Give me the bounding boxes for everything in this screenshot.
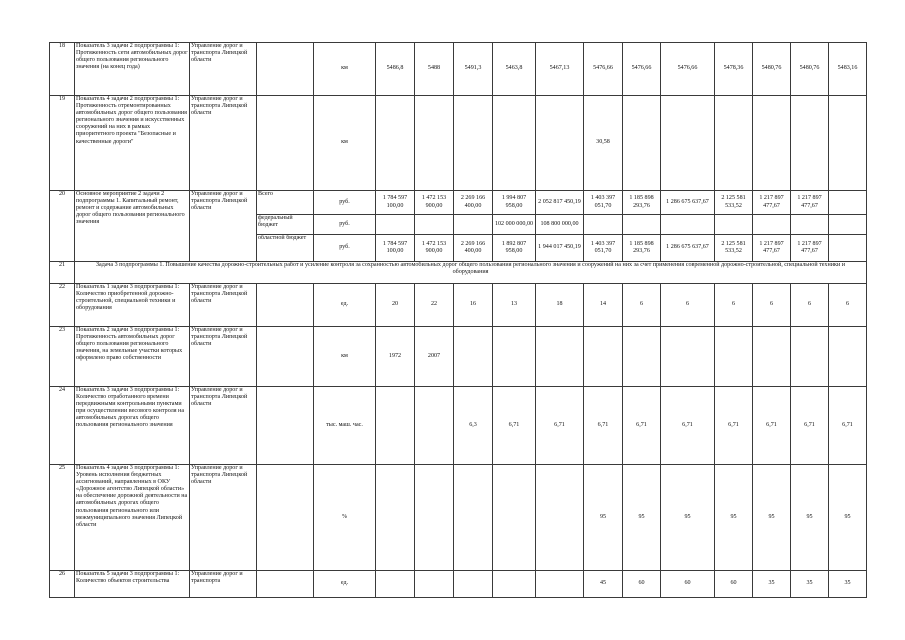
value-cell [791,215,829,235]
value-cell: 5480,76 [753,43,791,96]
executor-cell: Управление дорог и транспорта [190,571,257,598]
value-cell [454,571,493,598]
value-cell: 95 [661,465,715,571]
value-cell [791,327,829,387]
empty-cell [257,571,314,598]
value-cell: 2007 [415,327,454,387]
value-cell: 108 800 000,00 [536,215,584,235]
value-cell: 5486,8 [376,43,415,96]
table-body [50,43,867,598]
value-cell [829,327,867,387]
value-cell [715,96,753,191]
value-cell: 102 000 000,00 [493,215,536,235]
value-cell: 6 [829,284,867,327]
value-cell [791,96,829,191]
value-cell: 95 [623,465,661,571]
executor-cell: Управление дорог и транспорта Липецкой области [190,327,257,387]
value-cell: 20 [376,284,415,327]
value-cell: 6,3 [454,387,493,465]
value-cell: 6,71 [536,387,584,465]
value-cell: 1972 [376,327,415,387]
value-cell: 95 [791,465,829,571]
value-cell: 14 [584,284,623,327]
budget-source-cell: областной бюджет [257,235,314,262]
empty-cell [257,387,314,465]
value-cell [376,215,415,235]
value-cell: 6,71 [493,387,536,465]
table-row [50,284,867,327]
value-cell: 1 286 675 637,67 [661,191,715,215]
unit-cell: ед. [314,284,376,327]
value-cell [493,571,536,598]
value-cell: 5463,8 [493,43,536,96]
value-cell: 95 [715,465,753,571]
value-cell [493,96,536,191]
value-cell: 16 [454,284,493,327]
value-cell: 6 [623,284,661,327]
table-row [50,387,867,465]
value-cell [376,387,415,465]
table-row [50,43,867,96]
value-cell: 13 [493,284,536,327]
value-cell: 2 125 581 533,52 [715,191,753,215]
unit-cell: км [314,96,376,191]
indicator-name-cell: Показатель 3 задачи 3 подпрограммы 1: Количество отработанного времени передвижными контрольными пунктами при осуществлении весового контроля на автомобильных дорогах общего пользования регионального значения [75,387,190,465]
value-cell: 5467,13 [536,43,584,96]
unit-cell: тыс. маш. час. [314,387,376,465]
task-title-cell: Задача 3 подпрограммы 1. Повышение качества дорожно-строительных работ и усиление контроля за сохранностью автомобильных дорог общего пользования регионального значения и сооружений на них за счет применения современной дорожно-строительной, специальной техники и оборудования [75,262,867,284]
value-cell [661,96,715,191]
table-row [50,191,867,215]
value-cell: 95 [584,465,623,571]
value-cell: 5491,3 [454,43,493,96]
value-cell [415,387,454,465]
value-cell: 5478,36 [715,43,753,96]
value-cell [715,215,753,235]
value-cell [415,571,454,598]
value-cell [493,465,536,571]
value-cell: 60 [715,571,753,598]
unit-cell: км [314,327,376,387]
unit-cell: км [314,43,376,96]
indicator-name-cell: Показатель 2 задачи 3 подпрограммы 1: Протяженность автомобильных дорог общего пользования регионального значения, на земельные участки которых оформлено право собственности [75,327,190,387]
value-cell [584,327,623,387]
indicator-name-cell: Основное мероприятие 2 задачи 2 подпрограммы 1. Капитальный ремонт, ремонт и содержание автомобильных дорог общего пользования регионального значения [75,191,190,262]
value-cell [829,235,867,262]
row-number-cell: 23 [50,327,75,387]
value-cell: 1 286 675 637,67 [661,235,715,262]
value-cell: 2 269 166 400,00 [454,235,493,262]
value-cell [753,215,791,235]
row-number-cell: 19 [50,96,75,191]
value-cell: 1 217 897 477,67 [753,235,791,262]
value-cell: 35 [753,571,791,598]
value-cell: 60 [661,571,715,598]
value-cell [623,96,661,191]
budget-source-cell: Всего [257,191,314,215]
executor-cell: Управление дорог и транспорта Липецкой области [190,387,257,465]
value-cell [454,215,493,235]
value-cell [454,327,493,387]
value-cell: 6,71 [661,387,715,465]
table-row [50,327,867,387]
unit-cell: руб. [314,191,376,215]
value-cell [536,571,584,598]
value-cell [623,215,661,235]
value-cell: 5488 [415,43,454,96]
value-cell [829,215,867,235]
row-number-cell: 20 [50,191,75,262]
unit-cell: % [314,465,376,571]
value-cell: 2 269 166 400,00 [454,191,493,215]
empty-cell [257,43,314,96]
value-cell [376,96,415,191]
value-cell: 6,71 [753,387,791,465]
empty-cell [257,465,314,571]
value-cell: 95 [753,465,791,571]
unit-cell: ед. [314,571,376,598]
empty-cell [257,96,314,191]
value-cell: 6,71 [623,387,661,465]
row-number-cell: 24 [50,387,75,465]
value-cell: 6 [715,284,753,327]
indicator-name-cell: Показатель 3 задачи 2 подпрограммы 1: Протяженность сети автомобильных дорог общего пользования регионального значения (на конец года) [75,43,190,96]
value-cell [661,327,715,387]
table-row [50,96,867,191]
row-number-cell: 25 [50,465,75,571]
indicator-name-cell: Показатель 4 задачи 2 подпрограммы 1: Протяженность отремонтированных автомобильных дорог общего пользования регионального значения и искусственных сооружений на них в рамках приоритетного проекта "Безопасные и качественные дороги" [75,96,190,191]
empty-cell [257,284,314,327]
value-cell: 6 [791,284,829,327]
value-cell: 6,71 [584,387,623,465]
value-cell: 1 784 597 100,00 [376,191,415,215]
row-number-cell: 22 [50,284,75,327]
value-cell: 6,71 [829,387,867,465]
value-cell [753,96,791,191]
value-cell [829,191,867,215]
value-cell: 95 [829,465,867,571]
value-cell: 5483,16 [829,43,867,96]
value-cell [661,215,715,235]
indicators-table [49,42,867,598]
value-cell: 1 892 807 958,00 [493,235,536,262]
value-cell: 1 784 597 100,00 [376,235,415,262]
row-number-cell: 21 [50,262,75,284]
table-row [50,465,867,571]
value-cell: 1 944 017 450,19 [536,235,584,262]
empty-cell [257,327,314,387]
executor-cell: Управление дорог и транспорта Липецкой области [190,191,257,262]
unit-cell: руб. [314,215,376,235]
value-cell: 1 403 397 051,70 [584,191,623,215]
value-cell: 22 [415,284,454,327]
row-number-cell: 18 [50,43,75,96]
table-row [50,262,867,284]
value-cell: 1 217 897 477,67 [791,191,829,215]
value-cell [536,96,584,191]
value-cell: 1 217 897 477,67 [753,191,791,215]
executor-cell: Управление дорог и транспорта Липецкой области [190,96,257,191]
table-row [50,571,867,598]
value-cell [536,327,584,387]
value-cell: 1 472 153 900,00 [415,235,454,262]
executor-cell: Управление дорог и транспорта Липецкой области [190,43,257,96]
value-cell: 1 472 153 900,00 [415,191,454,215]
value-cell: 6 [661,284,715,327]
executor-cell: Управление дорог и транспорта Липецкой области [190,284,257,327]
value-cell [584,215,623,235]
value-cell: 6,71 [715,387,753,465]
unit-cell: руб. [314,235,376,262]
value-cell: 1 994 807 958,00 [493,191,536,215]
value-cell: 6 [753,284,791,327]
value-cell: 30,58 [584,96,623,191]
row-number-cell: 26 [50,571,75,598]
value-cell: 5480,76 [791,43,829,96]
value-cell [829,96,867,191]
value-cell: 1 185 898 293,76 [623,191,661,215]
value-cell [415,215,454,235]
value-cell: 45 [584,571,623,598]
value-cell [415,96,454,191]
value-cell [415,465,454,571]
value-cell: 5476,66 [661,43,715,96]
executor-cell: Управление дорог и транспорта Липецкой области [190,465,257,571]
value-cell: 1 403 397 051,70 [584,235,623,262]
value-cell [715,327,753,387]
value-cell: 5476,66 [584,43,623,96]
value-cell [493,327,536,387]
value-cell: 60 [623,571,661,598]
value-cell [623,327,661,387]
value-cell [454,465,493,571]
indicator-name-cell: Показатель 4 задачи 3 подпрограммы 1: Уровень исполнения бюджетных ассигнований, направленных в ОКУ «Дорожное агентство Липецкой области» на обеспечение дорожной деятельности на автомобильных дорогах общего пользования регионального или межмуниципального значения Липецкой области [75,465,190,571]
value-cell: 35 [829,571,867,598]
value-cell: 5476,66 [623,43,661,96]
indicator-name-cell: Показатель 5 задачи 3 подпрограммы 1: Количество объектов строительства [75,571,190,598]
indicator-name-cell: Показатель 1 задачи 3 подпрограммы 1: Количество приобретенной дорожно-строительной, специальной техники и оборудования [75,284,190,327]
value-cell: 18 [536,284,584,327]
value-cell: 35 [791,571,829,598]
value-cell: 2 052 817 450,19 [536,191,584,215]
value-cell [376,465,415,571]
budget-source-cell: федеральный бюджет [257,215,314,235]
value-cell: 2 125 581 533,52 [715,235,753,262]
value-cell [536,465,584,571]
value-cell [454,96,493,191]
value-cell: 1 217 897 477,67 [791,235,829,262]
value-cell [753,327,791,387]
value-cell: 1 185 898 293,76 [623,235,661,262]
value-cell: 6,71 [791,387,829,465]
value-cell [376,571,415,598]
